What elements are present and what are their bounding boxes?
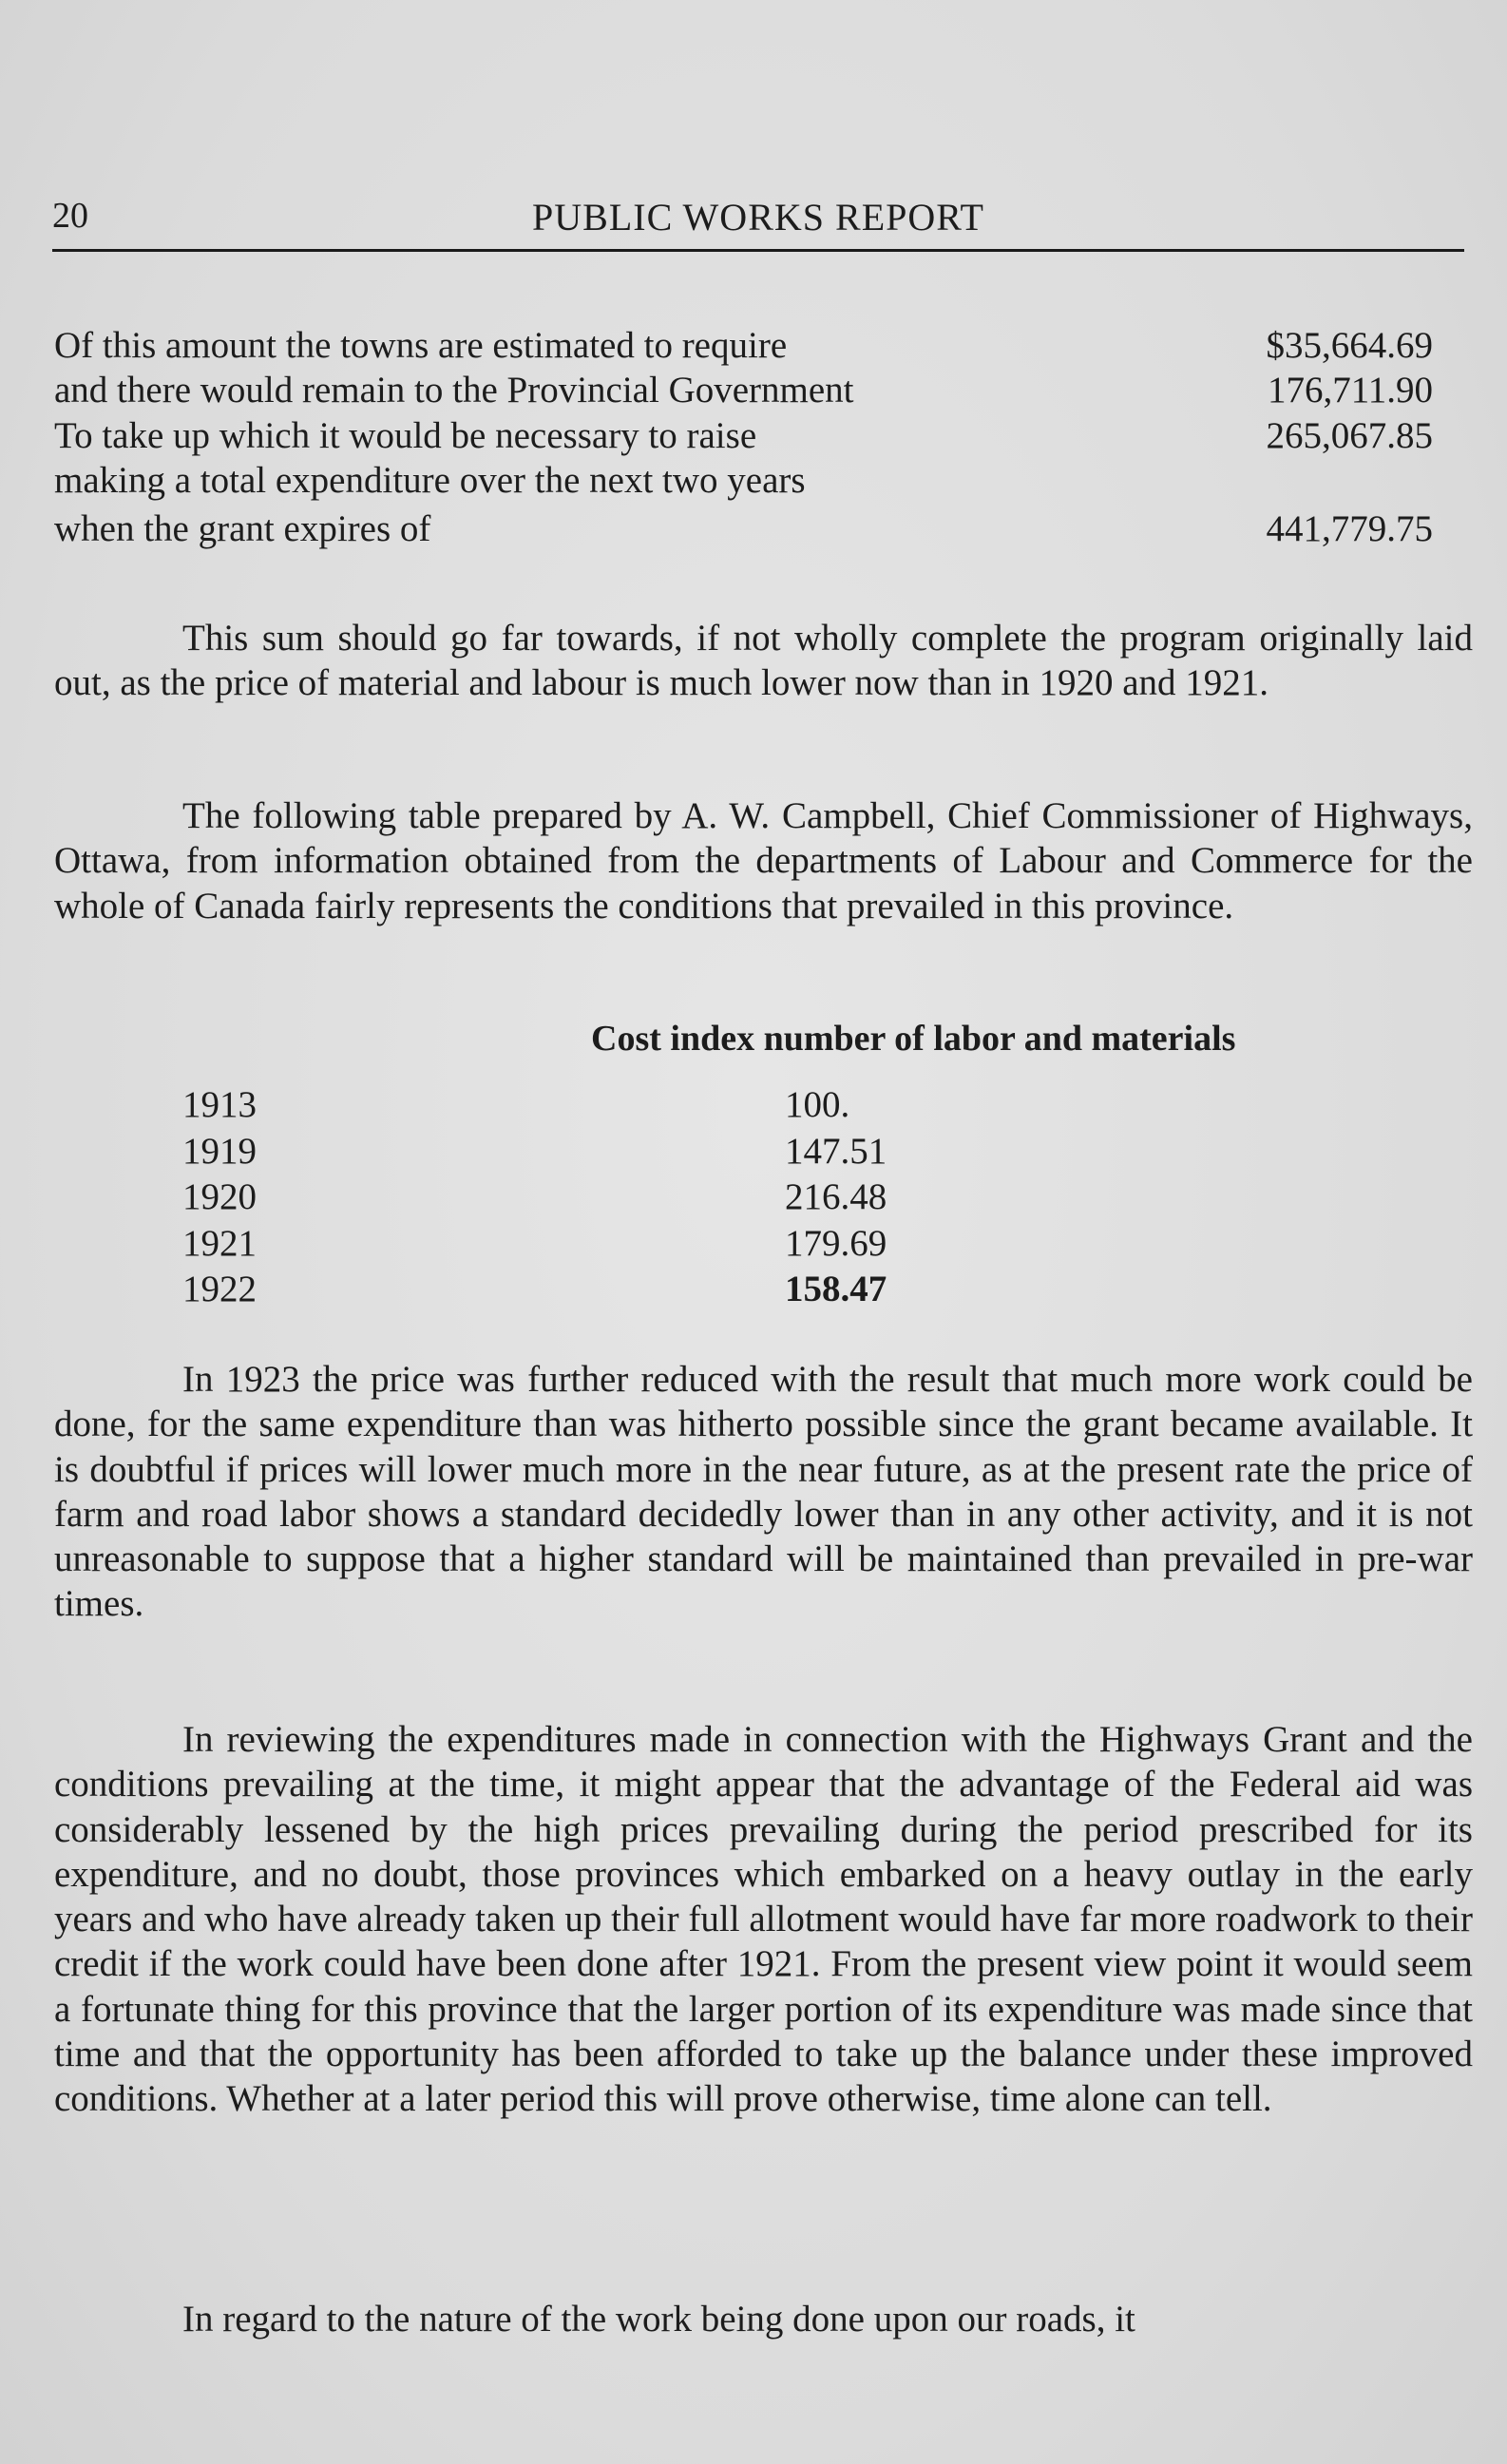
amount-label: and there would remain to the Provincial Government xyxy=(54,370,854,411)
amount-label: Of this amount the towns are estimated to require xyxy=(54,325,788,366)
amount-label: making a total expenditure over the next two years xyxy=(54,459,806,501)
amount-value: 441,779.75 xyxy=(1266,508,1433,550)
running-title: PUBLIC WORKS REPORT xyxy=(532,196,984,239)
table-year: 1921 xyxy=(182,1222,257,1264)
paragraph-text: In regard to the nature of the work being done upon our roads, it xyxy=(182,2299,1135,2340)
paragraph-table-intro xyxy=(54,793,1473,928)
amount-row xyxy=(54,506,1433,551)
amount-row xyxy=(54,413,1433,458)
paragraph-nature-of-work xyxy=(54,2297,1473,2341)
amount-row xyxy=(54,368,1433,412)
paragraph-text: In 1923 the price was further reduced with the result that much more work could be done, for the same expenditure than was hitherto possible since the grant became available. It is doubtful if prices will lower much more in the near future, as at the present rate the price of farm and road labor shows a standard decidedly lower than in any other activity, and it is not unreasonable to suppose that a higher standard will be maintained than prevailed in pre-war times. xyxy=(54,1359,1473,1625)
table-year: 1922 xyxy=(182,1269,257,1309)
amount-value: 265,067.85 xyxy=(1266,414,1433,456)
amount-label: To take up which it would be necessary to raise xyxy=(54,414,757,456)
paragraph-text: The following table prepared by A. W. Campbell, Chief Commissioner of Highways, Ottawa, from information obtained from the departments of Labour and Commerce for the whole of Canada fairly represents the conditions that prevailed in this province. xyxy=(54,795,1473,926)
amounts-block xyxy=(54,323,1433,551)
table-value: 216.48 xyxy=(785,1176,887,1217)
cost-table-caption: Cost index number of labor and materials xyxy=(591,1019,1236,1059)
amount-value: $35,664.69 xyxy=(1266,325,1433,366)
paragraph-text: This sum should go far towards, if not wholly complete the program originally laid out, as the price of material and labour is much lower now than in 1920 and 1921. xyxy=(54,618,1473,704)
amount-row xyxy=(54,458,1433,503)
table-value: 179.69 xyxy=(785,1222,887,1264)
paragraph-text: In reviewing the expenditures made in connection with the Highways Grant and the conditions prevailing at the time, it might appear that the advantage of the Federal aid was considerably lessened by the high prices prevailing during the period prescribed for its expenditure, and no doubt, those provinces which embarked on a heavy outlay in the early years and who have already taken up their full allotment would have far more roadwork to their credit if the work could have been done after 1921. From the present view point it would seem a fortunate thing for this province that the larger portion of its expenditure was made since that time and that the opportunity has been afforded to take up the balance under these improved conditions. Whether at a later period this will prove otherwise, time alone can tell. xyxy=(54,1719,1473,2120)
page-number: 20 xyxy=(52,196,88,236)
amount-value: 176,711.90 xyxy=(1267,370,1433,411)
paragraph-1923-prices xyxy=(54,1357,1473,1627)
table-value: 100. xyxy=(785,1084,850,1125)
page-header xyxy=(52,195,1464,252)
amount-label: when the grant expires of xyxy=(54,508,431,550)
table-year: 1913 xyxy=(182,1084,257,1125)
paragraph-program-cost xyxy=(54,616,1473,706)
table-year: 1919 xyxy=(182,1130,257,1172)
table-value: 158.47 xyxy=(785,1269,887,1309)
table-year: 1920 xyxy=(182,1176,257,1217)
table-value: 147.51 xyxy=(785,1130,887,1172)
header-rule xyxy=(52,249,1464,252)
paragraph-review xyxy=(54,1717,1473,2122)
amount-row xyxy=(54,323,1433,368)
